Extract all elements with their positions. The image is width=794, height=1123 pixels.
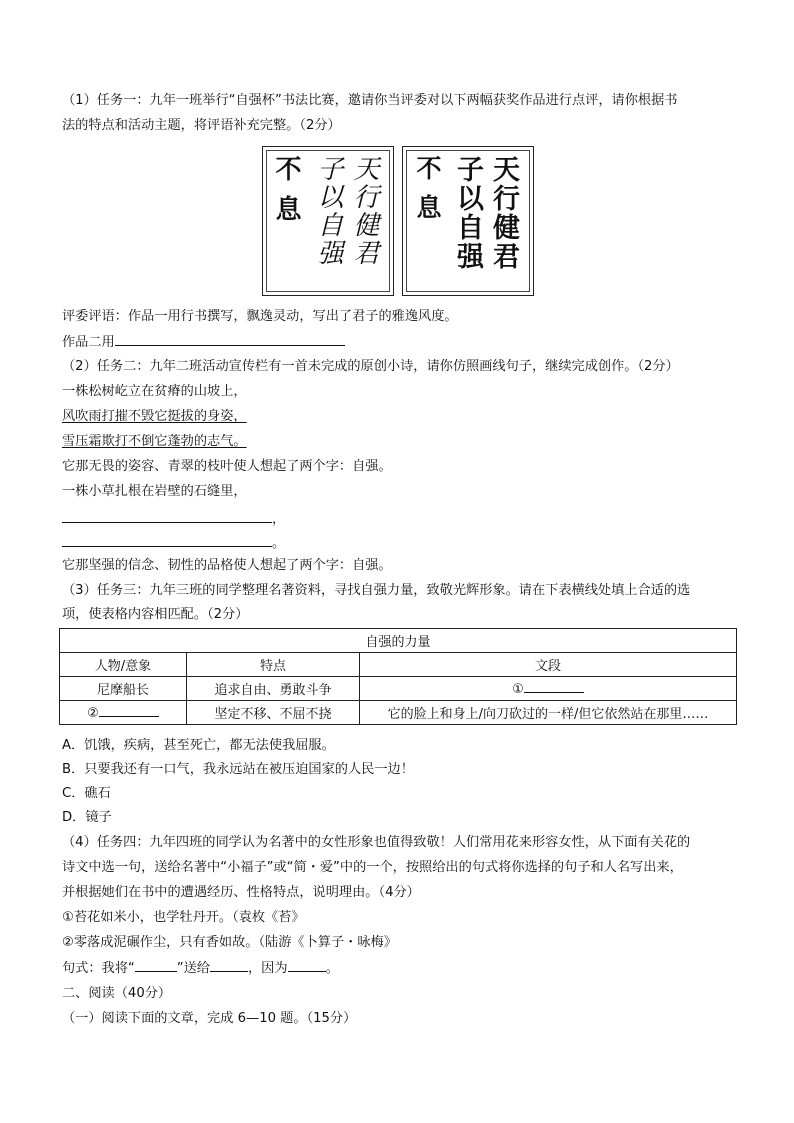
pattern-blank-name[interactable]: [210, 959, 248, 972]
table-cell-figure-1: 尼摩船长: [60, 677, 187, 701]
work2-column-2: 子以自强: [452, 155, 483, 271]
option-a: A．饥饿，疾病，甚至死亡，都无法使我屈服。: [62, 738, 335, 753]
work2-column-3: 不息: [413, 155, 442, 233]
quote-2: ②零落成泥碾作尘，只有香如故。（陆游《卜算子・咏梅》: [62, 935, 397, 950]
option-c: C．礁石: [62, 786, 111, 801]
work2-column-1: 天行健君: [488, 155, 519, 271]
work2-comment-row: [62, 333, 345, 352]
poem-line-2-underlined: 风吹雨打摧不毁它挺拔的身姿，: [62, 409, 247, 424]
task3-line2: 项，使表格内容相匹配。（2分）: [62, 607, 249, 622]
task4-line1: （4）任务四：九年四班的同学认为名著中的女性形象也值得致敬！人们常用花来形容女性，从下面有关花的: [62, 835, 691, 850]
calligraphy-work-1: [262, 146, 394, 296]
poem-line-3-underlined: 雪压霜欺打不倒它蓬勃的志气。: [62, 434, 247, 449]
table-cell-passage-2: 它的脸上和身上/向刀砍过的一样/但它依然站在那里……: [360, 701, 737, 725]
calligraphy-work-2: [402, 146, 534, 296]
judge-comment: 评委评语：作品一用行书撰写，飘逸灵动，写出了君子的雅逸风度。: [62, 309, 458, 324]
task4-line3: 并根据她们在书中的遭遇经历、性格特点，说明理由。（4分）: [62, 885, 420, 900]
task2-prompt: （2）任务二：九年二班活动宣传栏有一首未完成的原创小诗，请你仿照画线句子，继续完成创作。（2分）: [62, 359, 679, 374]
task4-line2: 诗文中选一句，送给名著中“小福子”或“简・爱”中的一个，按照给出的句式将你选择的句子和人名写出来，: [62, 860, 683, 875]
section2-subheading: （一）阅读下面的文章，完成 6—10 题。（15分）: [62, 1011, 357, 1026]
table-row: [60, 701, 737, 725]
pattern-blank-quote[interactable]: [135, 959, 177, 972]
strength-table: [59, 628, 737, 725]
quote-1: ①苔花如米小，也学牡丹开。（袁枚《苔》: [62, 910, 305, 925]
pattern-blank-reason[interactable]: [288, 959, 326, 972]
poem-blank-row-1: ，: [62, 510, 285, 529]
poem-line-4: 它那无畏的姿容、青翠的枝叶使人想起了两个字：自强。: [62, 459, 392, 474]
poem-blank-2[interactable]: [62, 534, 272, 547]
table-header-trait: 特点: [187, 653, 360, 677]
poem-line-5: 一株小草扎根在岩壁的石缝里，: [62, 484, 247, 499]
table-row: [60, 677, 737, 701]
table-cell-trait-1: 追求自由、勇敢斗争: [187, 677, 360, 701]
poem-line-1: 一株松树屹立在贫瘠的山坡上，: [62, 384, 247, 399]
work2-comment-label: 作品二用: [62, 335, 115, 350]
table-cell-figure-2: ②: [60, 701, 187, 725]
figure-blank-2[interactable]: [99, 704, 159, 717]
task1-line1: （1）任务一：九年一班举行“自强杯”书法比赛，邀请你当评委对以下两幅获奖作品进行点评，请你根据书: [62, 93, 678, 108]
answer-pattern: 句式：我将“ ”送给 ，因为 。: [62, 961, 339, 976]
poem-last-line: 它那坚强的信念、韧性的品格使人想起了两个字：自强。: [62, 558, 392, 573]
option-d: D．镜子: [62, 810, 112, 825]
table-cell-passage-1: ①: [360, 677, 737, 701]
table-cell-trait-2: 坚定不移、不屈不挠: [187, 701, 360, 725]
table-header-figure: 人物/意象: [60, 653, 187, 677]
work1-column-2: 子以自强: [313, 155, 343, 267]
section2-heading: 二、阅读（40分）: [62, 986, 172, 1001]
table-header-passage: 文段: [360, 653, 737, 677]
work2-comment-blank[interactable]: [115, 333, 345, 346]
task3-line1: （3）任务三：九年三班的同学整理名著资料，寻找自强力量，致敬光辉形象。请在下表横线处填上合适的选: [62, 583, 691, 598]
table-title: 自强的力量: [60, 629, 737, 653]
task1-line2: 法的特点和活动主题，将评语补充完整。（2分）: [62, 118, 341, 133]
work1-column-1: 天行健君: [349, 155, 379, 267]
work1-column-3: 不息: [271, 155, 301, 235]
poem-blank-1[interactable]: [62, 510, 272, 523]
option-b: B．只要我还有一口气，我永远站在被压迫国家的人民一边！: [62, 762, 414, 777]
poem-blank-row-2: 。: [62, 534, 285, 553]
passage-blank-1[interactable]: [524, 680, 584, 693]
